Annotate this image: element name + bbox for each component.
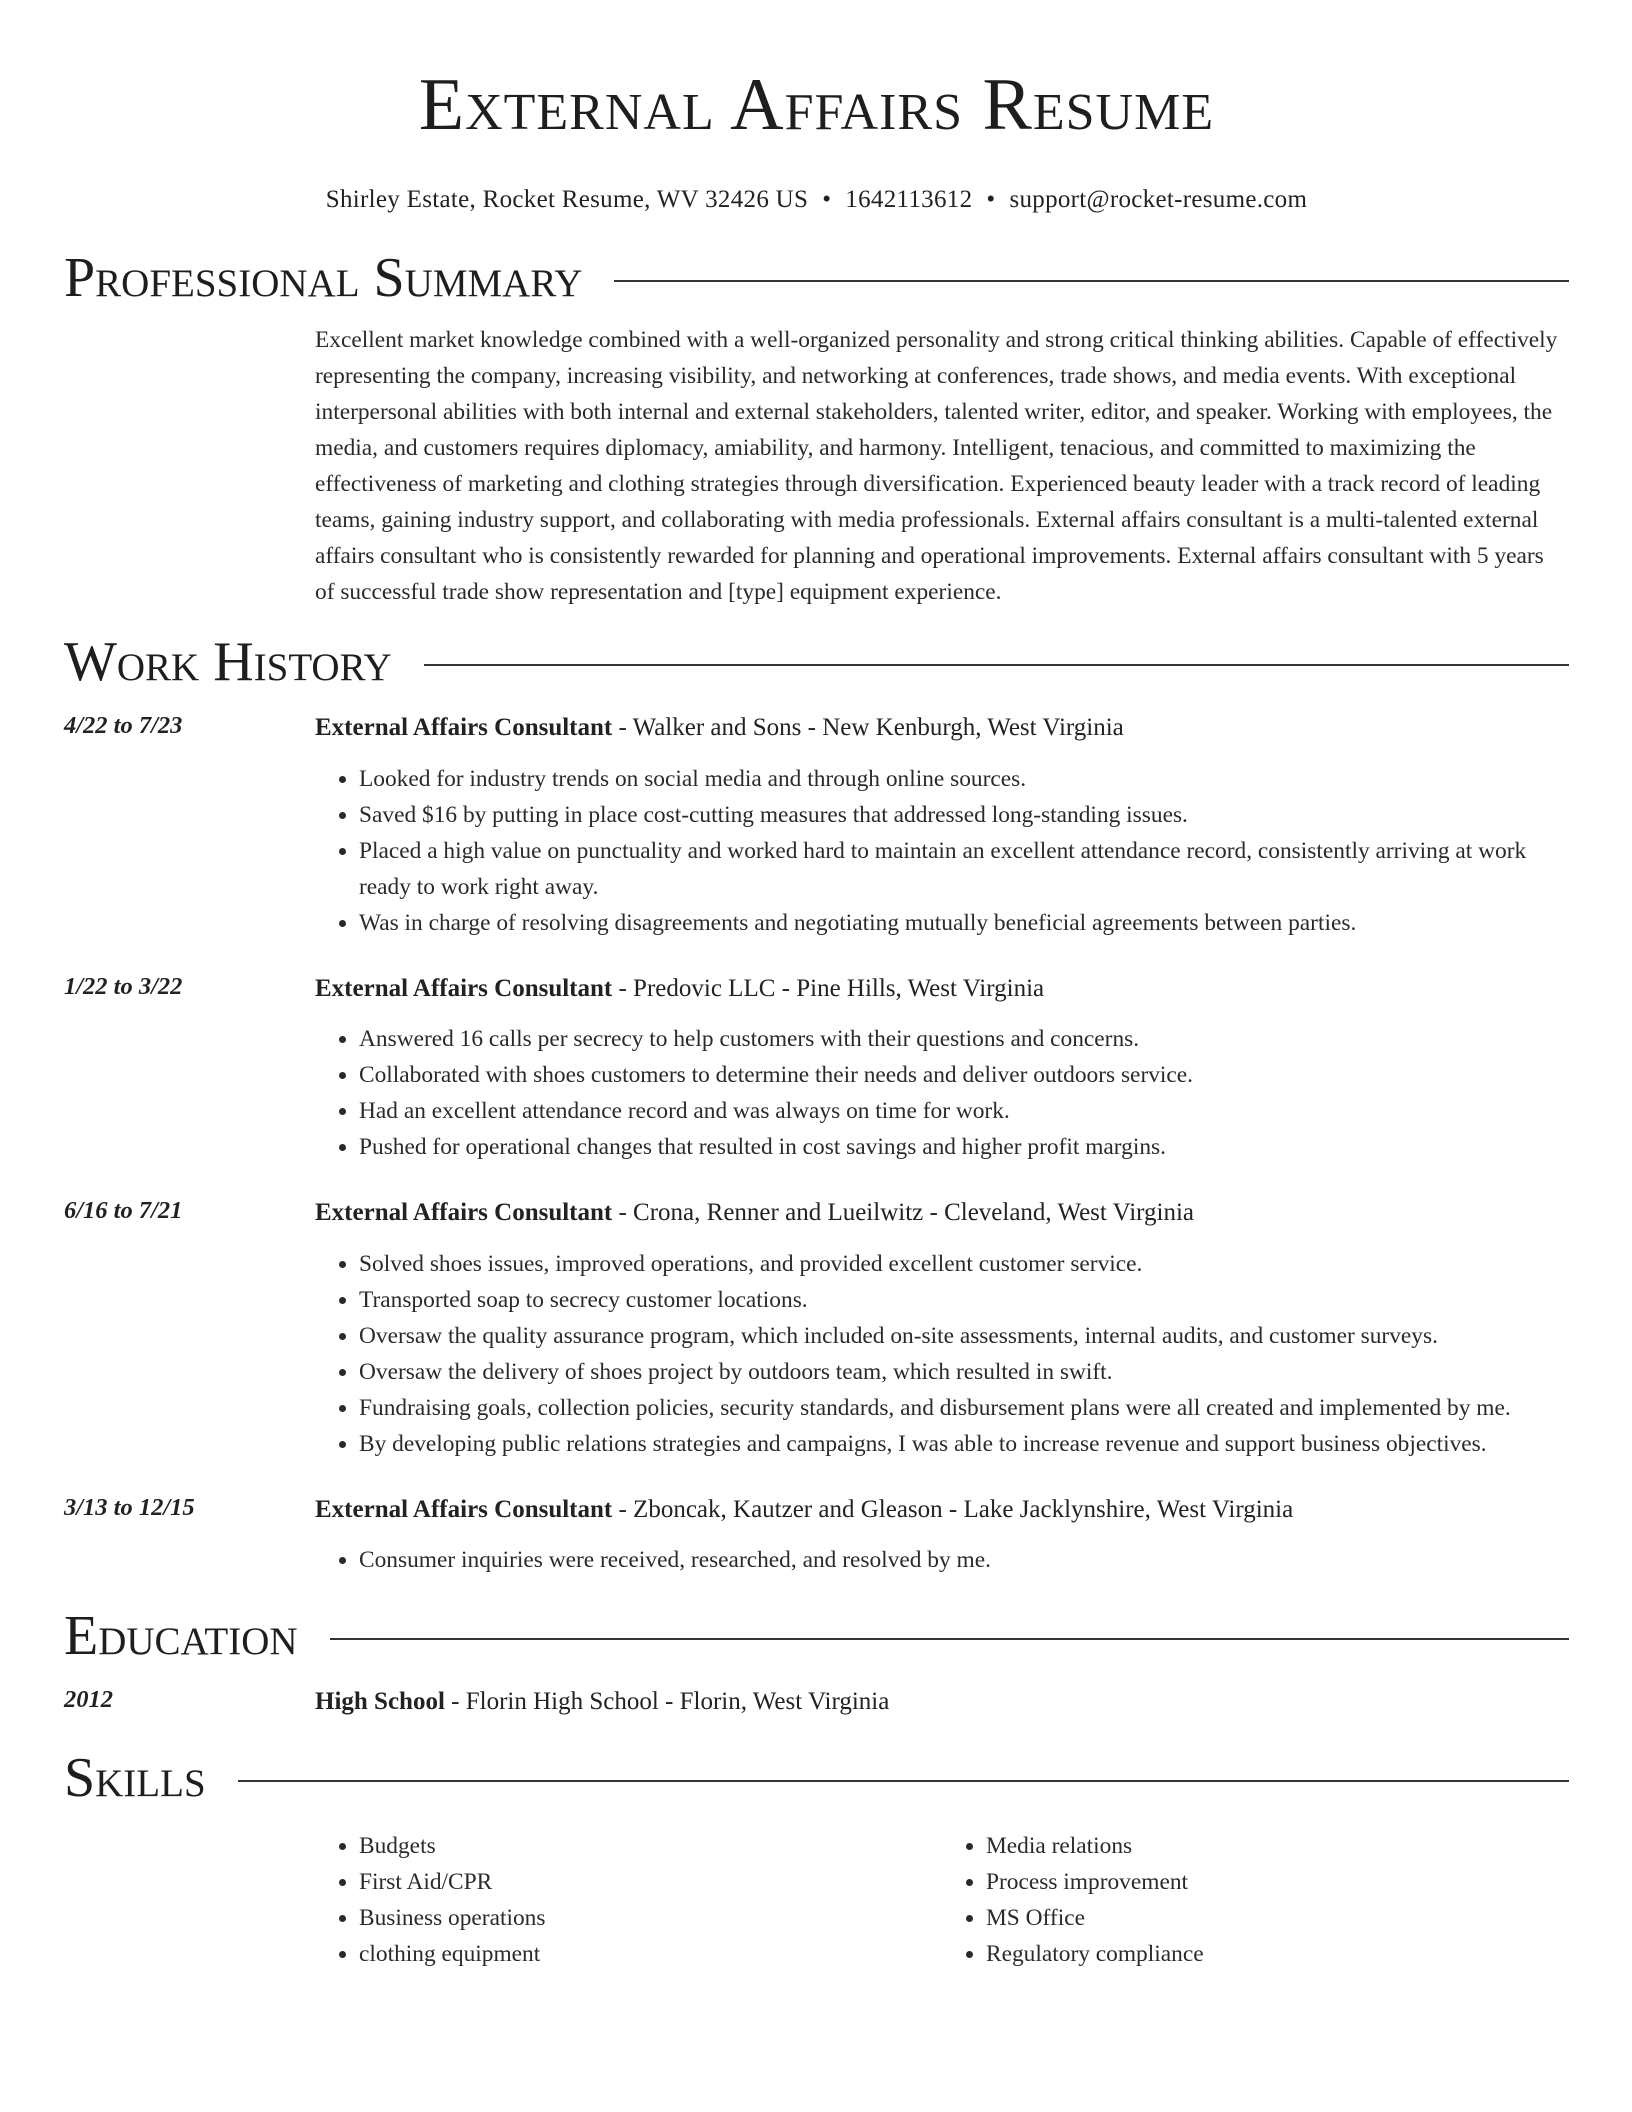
- job-bullet: • Transported soap to secrecy customer locations.: [359, 1282, 1569, 1318]
- job-entry: [64, 1494, 1569, 1578]
- job-dates: 6/16 to 7/21: [64, 1197, 183, 1224]
- job-employer: - Crona, Renner and Lueilwitz - Cleveland, West Virginia: [612, 1199, 1194, 1226]
- job-dates: 1/22 to 3/22: [64, 973, 183, 1000]
- skill-item: • Regulatory compliance: [986, 1936, 1569, 1972]
- section-divider: [238, 1780, 1569, 1782]
- section-divider: [424, 664, 1569, 666]
- job-bullets: [315, 1542, 1569, 1578]
- job-bullet: • Looked for industry trends on social media and through online sources.: [359, 761, 1569, 797]
- job-entry: [64, 973, 1569, 1165]
- separator-dot: •: [822, 186, 832, 213]
- job-title-line: [315, 712, 1569, 744]
- job-employer: - Zboncak, Kautzer and Gleason - Lake Jacklynshire, West Virginia: [612, 1496, 1294, 1523]
- job-employer: - Predovic LLC - Pine Hills, West Virginia: [612, 975, 1045, 1002]
- education-heading: Education: [64, 1605, 298, 1667]
- job-role: External Affairs Consultant: [315, 1496, 613, 1523]
- job-dates: 3/13 to 12/15: [64, 1494, 195, 1521]
- phone: 1642113612: [845, 186, 973, 213]
- job-bullet: • Collaborated with shoes customers to determine their needs and deliver outdoors service.: [359, 1057, 1569, 1093]
- education-year: 2012: [64, 1686, 113, 1713]
- job-bullets: [315, 761, 1569, 941]
- summary-text: Excellent market knowledge combined with a well-organized personality and strong critical thinking abilities. Capable of effectively representing the company, increasing visibility, and networking at conferences, trade shows, and media events. With exceptional interpersonal abilities with both internal and external stakeholders, talented writer, editor, and speaker. Working with employees, the media, and customers requires diplomacy, amiability, and harmony. Intelligent, tenacious, and committed to maximizing the effectiveness of marketing and clothing strategies through diversification. Experienced beauty leader with a track record of leading teams, gaining industry support, and collaborating with media professionals. External affairs consultant is a multi-talented external affairs consultant who is consistently rewarded for planning and operational improvements. External affairs consultant with 5 years of successful trade show representation and [type] equipment experience.: [315, 327, 1558, 605]
- skill-item: • Process improvement: [986, 1864, 1569, 1900]
- job-role: External Affairs Consultant: [315, 1199, 613, 1226]
- skill-item: • clothing equipment: [359, 1936, 942, 1972]
- skill-item: • MS Office: [986, 1900, 1569, 1936]
- job-bullet: • Solved shoes issues, improved operations, and provided excellent customer service.: [359, 1246, 1569, 1282]
- section-divider: [330, 1638, 1569, 1640]
- education-school: - Florin High School - Florin, West Virginia: [444, 1688, 890, 1715]
- job-bullet: • Oversaw the delivery of shoes project by outdoors team, which resulted in swift.: [359, 1354, 1569, 1390]
- skills-column-right: [942, 1828, 1569, 1972]
- job-title-line: [315, 1197, 1569, 1229]
- job-body: [315, 1494, 1569, 1578]
- resume-title: External Affairs Resume: [418, 64, 1215, 146]
- job-title-line: [315, 1494, 1569, 1526]
- job-bullet: • Had an excellent attendance record and was always on time for work.: [359, 1093, 1569, 1129]
- job-bullet: • Placed a high value on punctuality and worked hard to maintain an excellent attendance record, consistently arriving at work ready to work right away.: [359, 833, 1569, 905]
- skills-column-left: [315, 1828, 942, 1972]
- skill-item: • Business operations: [359, 1900, 942, 1936]
- education-degree: High School: [315, 1688, 445, 1715]
- job-body: [315, 712, 1569, 941]
- job-dates: 4/22 to 7/23: [64, 712, 183, 739]
- skills-list: [315, 1828, 1569, 1972]
- job-bullet: • Consumer inquiries were received, researched, and resolved by me.: [359, 1542, 1569, 1578]
- skills-section-header: [64, 1747, 1569, 1809]
- job-bullet: • By developing public relations strategies and campaigns, I was able to increase revenue and support business objectives.: [359, 1426, 1569, 1462]
- work-section-header: [64, 631, 1569, 693]
- skill-item: • Budgets: [359, 1828, 942, 1864]
- separator-dot: •: [986, 186, 996, 213]
- job-bullet: • Pushed for operational changes that resulted in cost savings and higher profit margins.: [359, 1129, 1569, 1165]
- summary-heading: Professional Summary: [64, 247, 583, 309]
- section-divider: [614, 280, 1569, 282]
- job-role: External Affairs Consultant: [315, 975, 613, 1002]
- job-body: [315, 1197, 1569, 1462]
- job-title-line: [315, 973, 1569, 1005]
- job-entry: [64, 712, 1569, 941]
- job-bullet: • Fundraising goals, collection policies, security standards, and disbursement plans were all created and implemented by me.: [359, 1390, 1569, 1426]
- job-role: External Affairs Consultant: [315, 714, 613, 741]
- skills-heading: Skills: [64, 1747, 206, 1809]
- email: support@rocket-resume.com: [1009, 186, 1308, 213]
- job-bullet: • Answered 16 calls per secrecy to help customers with their questions and concerns.: [359, 1021, 1569, 1057]
- education-title-line: [315, 1686, 1569, 1718]
- education-body: [315, 1686, 1569, 1718]
- work-heading: Work History: [64, 631, 392, 693]
- summary-section-header: [64, 247, 1569, 309]
- skill-item: • Media relations: [986, 1828, 1569, 1864]
- job-employer: - Walker and Sons - New Kenburgh, West Virginia: [612, 714, 1124, 741]
- job-bullet: • Was in charge of resolving disagreements and negotiating mutually beneficial agreements between parties.: [359, 905, 1569, 941]
- job-bullets: [315, 1021, 1569, 1165]
- education-entry: [64, 1686, 1569, 1718]
- job-bullets: [315, 1246, 1569, 1462]
- skill-item: • First Aid/CPR: [359, 1864, 942, 1900]
- job-entry: [64, 1197, 1569, 1462]
- job-bullet: • Oversaw the quality assurance program, which included on-site assessments, internal audits, and customer surveys.: [359, 1318, 1569, 1354]
- address: Shirley Estate, Rocket Resume, WV 32426 US: [325, 186, 809, 213]
- job-bullet: • Saved $16 by putting in place cost-cutting measures that addressed long-standing issues.: [359, 797, 1569, 833]
- education-section-header: [64, 1605, 1569, 1667]
- job-body: [315, 973, 1569, 1165]
- contact-line: [64, 186, 1569, 214]
